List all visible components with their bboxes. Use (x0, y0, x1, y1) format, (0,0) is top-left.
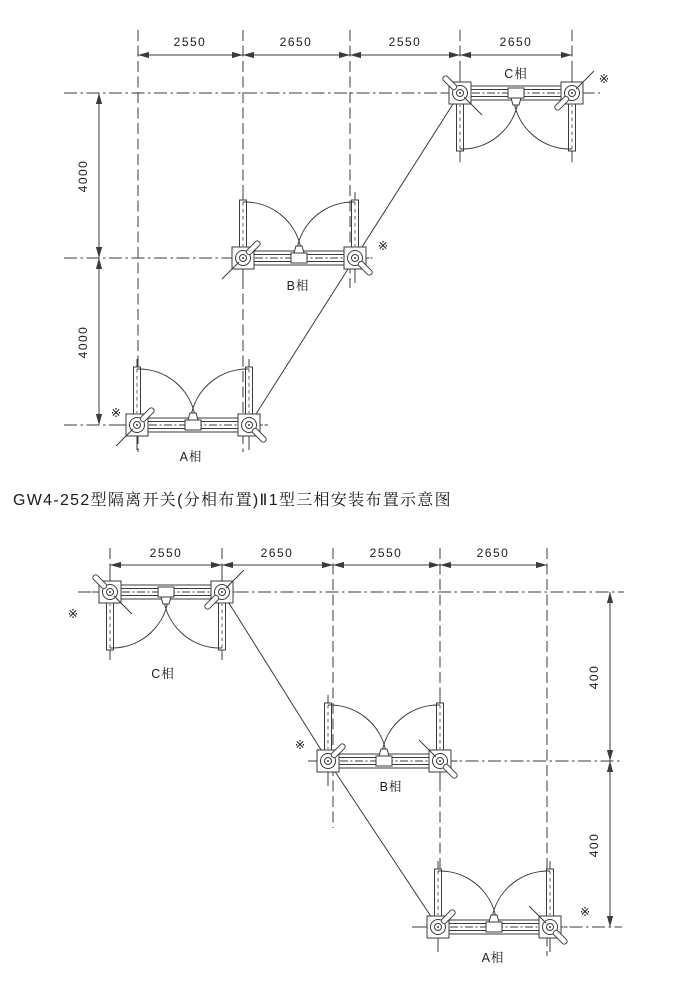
v-dim-label: 4000 (76, 325, 90, 359)
reference-mark: ※ (377, 239, 389, 253)
v-dim-label: 4000 (76, 159, 90, 193)
vertical-dimension-chain (587, 592, 610, 927)
switch-unit-phase-a (420, 861, 568, 952)
horizontal-dimension-chain (138, 35, 572, 55)
vertical-dimension-chain (76, 93, 99, 425)
reference-mark: ※ (110, 406, 122, 420)
h-dim-label: 2550 (149, 546, 183, 560)
h-dim-label: 2650 (260, 546, 294, 560)
phase-label-c: C相 (504, 67, 528, 81)
h-dim-label: 2550 (388, 35, 422, 49)
reference-mark: ※ (67, 607, 79, 621)
phase-label-a: A相 (179, 450, 203, 464)
h-dim-label: 2650 (279, 35, 313, 49)
h-dim-label: 2650 (476, 546, 510, 560)
phase-label-b: B相 (286, 279, 310, 293)
horizontal-dimension-chain (110, 546, 547, 565)
diagram-caption: GW4-252型隔离开关(分相布置)Ⅱ1型三相安装布置示意图 (13, 492, 452, 509)
reference-mark: ※ (294, 738, 306, 752)
switch-unit-phase-a (116, 359, 267, 450)
h-dim-label: 2650 (499, 35, 533, 49)
switch-unit-phase-c (442, 68, 594, 159)
phase-label-c: C相 (151, 667, 175, 681)
reference-mark: ※ (579, 905, 591, 919)
v-dim-label: 400 (587, 832, 601, 858)
top-diagram (0, 0, 700, 478)
h-dim-label: 2550 (173, 35, 207, 49)
v-dim-label: 400 (587, 664, 601, 690)
phase-label-a: A相 (481, 951, 505, 965)
h-dim-label: 2550 (369, 546, 403, 560)
bottom-diagram (0, 520, 700, 982)
switch-unit-phase-b (222, 192, 373, 283)
switch-unit-phase-c (92, 567, 244, 658)
reference-mark: ※ (598, 72, 610, 86)
phase-label-b: B相 (379, 780, 403, 794)
switch-unit-phase-b (310, 695, 458, 786)
